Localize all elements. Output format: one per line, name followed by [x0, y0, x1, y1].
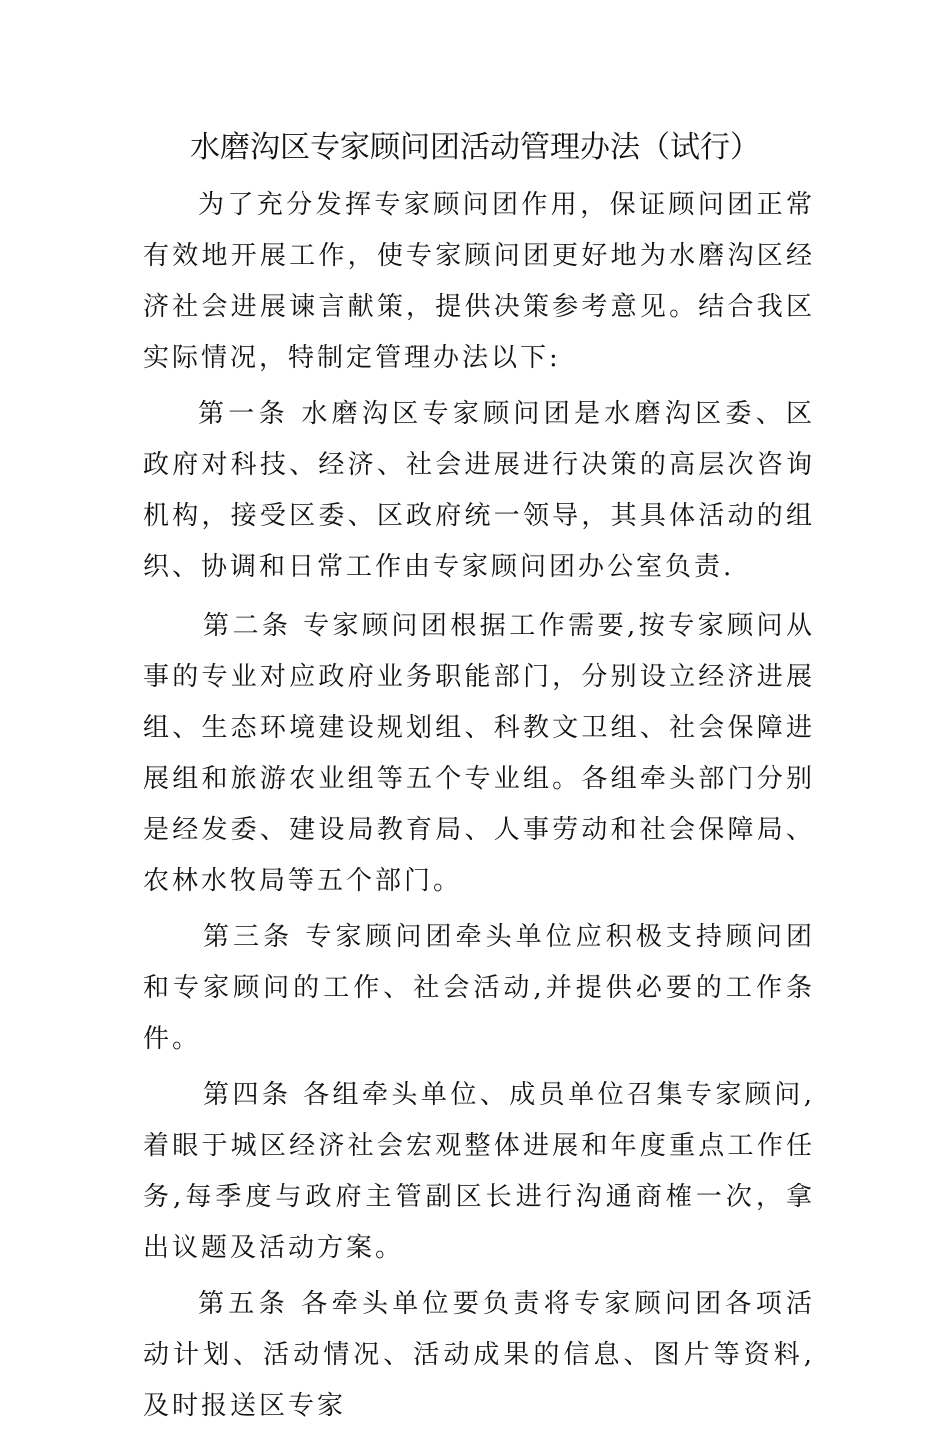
article-2-paragraph: 第二条 专家顾问团根据工作需要,按专家顾问从事的专业对应政府业务职能部门，分别设立经济进展组、生态环境建设规划组、科教文卫组、社会保障进展组和旅游农业组等五个专业组。各组牵头部门分别是经发委、建设局教育局、人事劳动和社会保障局、农林水牧局等五个部门。: [143, 611, 815, 896]
article-3-paragraph: 第三条 专家顾问团牵头单位应积极支持顾问团和专家顾问的工作、社会活动,并提供必要的工作条件。: [143, 922, 815, 1054]
preamble-paragraph: 为了充分发挥专家顾问团作用，保证顾问团正常有效地开展工作，使专家顾问团更好地为水磨沟区经济社会进展谏言献策，提供决策参考意见。结合我区实际情况，特制定管理办法以下:: [143, 190, 815, 373]
article-5-paragraph: 第五条 各牵头单位要负责将专家顾问团各项活动计划、活动情况、活动成果的信息、图片等资料,及时报送区专家: [143, 1289, 815, 1421]
article-4-paragraph: 第四条 各组牵头单位、成员单位召集专家顾问,着眼于城区经济社会宏观整体进展和年度重点工作任务,每季度与政府主管副区长进行沟通商榷一次，拿出议题及活动方案。: [143, 1080, 815, 1263]
document-title: 水磨沟区专家顾问团活动管理办法（试行）: [190, 130, 760, 165]
article-1-paragraph: 第一条 水磨沟区专家顾问团是水磨沟区委、区政府对科技、经济、社会进展进行决策的高层次咨询机构，接受区委、区政府统一领导，其具体活动的组织、协调和日常工作由专家顾问团办公室负责.: [143, 399, 815, 582]
document-body: [143, 180, 815, 1432]
